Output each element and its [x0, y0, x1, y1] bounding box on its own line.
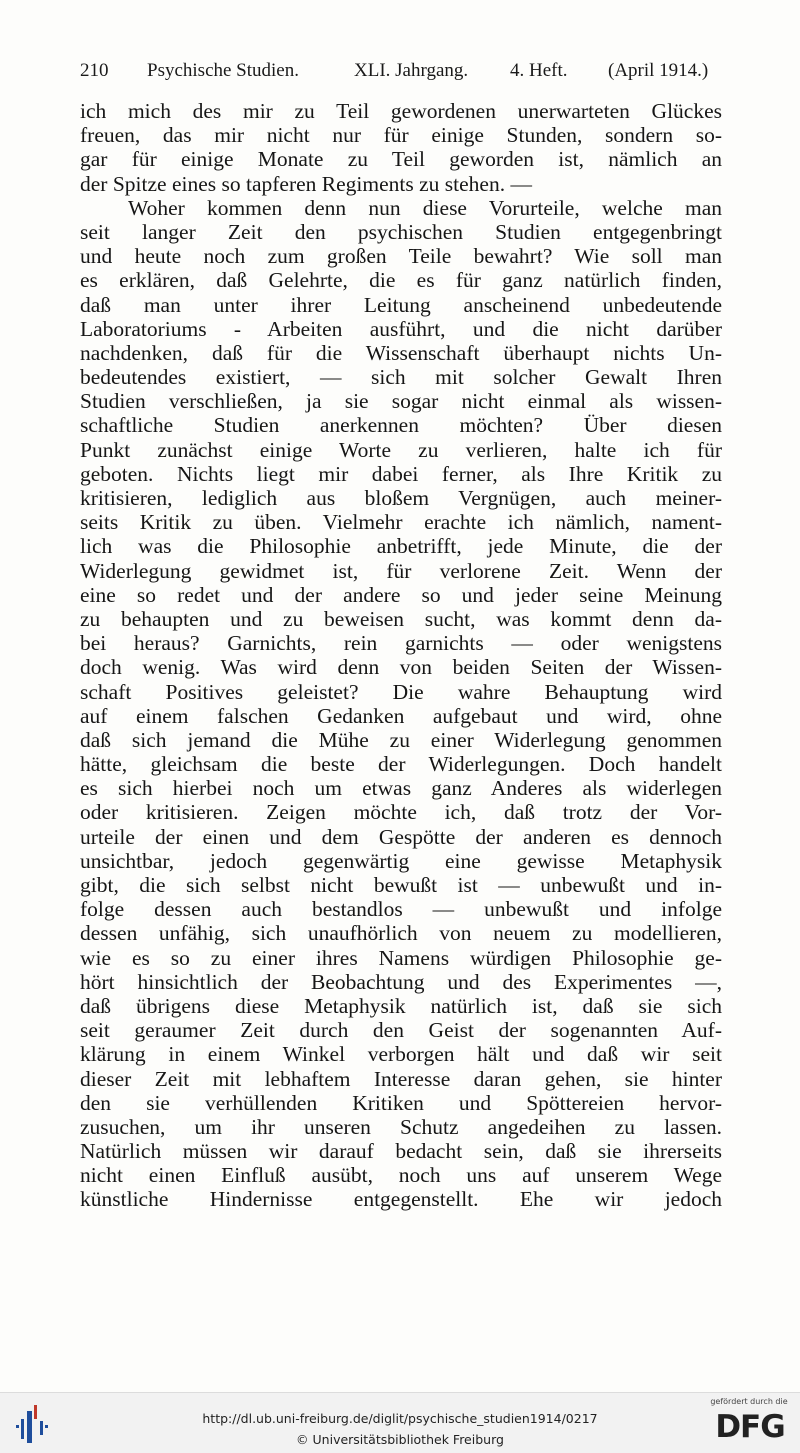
text-line: folge dessen auch bestandlos — unbewußt und infolge [80, 897, 722, 922]
text-line: Punkt zunächst einige Worte zu verlieren, halte ich für [80, 437, 722, 462]
text-line: gar für einige Monate zu Teil geworden ist, nämlich an [80, 147, 722, 172]
text-line: es erklären, daß Gelehrte, die es für ganz natürlich finden, [80, 268, 722, 293]
text-line: und heute noch zum großen Teile bewahrt? Wie soll man [80, 244, 722, 269]
issue-date: (April 1914.) [608, 60, 709, 81]
page-number: 210 [80, 60, 109, 81]
dfg-caption: gefördert durch die [710, 1397, 788, 1406]
text-line: kritisieren, lediglich aus bloßem Vergnügen, auch meiner- [80, 486, 722, 510]
text-line: urteile der einen und dem Gespötte der anderen es dennoch [80, 824, 722, 849]
document-url[interactable]: http://dl.ub.uni-freiburg.de/diglit/psychische_studien1914/0217 [202, 1411, 598, 1426]
text-line: künstliche Hindernisse entgegenstellt. Ehe wir jedoch [80, 1187, 722, 1212]
text-line: seits Kritik zu üben. Vielmehr erachte ich nämlich, nament- [80, 510, 722, 535]
text-line: wie es so zu einer ihres Namens würdigen Philosophie ge- [80, 945, 722, 970]
text-line: lich was die Philosophie anbetrifft, jede Minute, die der [80, 534, 722, 559]
text-line: hätte, gleichsam die beste der Widerlegungen. Doch handelt [80, 752, 722, 777]
text-line: gibt, die sich selbst nicht bewußt ist — unbewußt und in- [80, 873, 722, 897]
text-line: Laboratoriums - Arbeiten ausführt, und die nicht darüber [80, 316, 722, 341]
text-line: der Spitze eines so tapferen Regiments zu stehen. — [80, 171, 532, 196]
text-line: hört hinsichtlich der Beobachtung und des Experimentes —, [80, 969, 722, 994]
text-line: zusuchen, um ihr unseren Schutz angedeihen zu lassen. [80, 1114, 722, 1139]
text-line: es sich hierbei noch um etwas ganz Anderes als widerlegen [80, 776, 722, 801]
text-line: unsichtbar, jedoch gegenwärtig eine gewisse Metaphysik [80, 848, 722, 873]
text-line: auf einem falschen Gedanken aufgebaut und wird, ohne [80, 703, 722, 728]
text-line: daß man unter ihrer Leitung anscheinend unbedeutende [80, 292, 722, 317]
text-line: seit geraumer Zeit durch den Geist der sogenannten Auf- [80, 1018, 722, 1043]
text-line: schaftliche Studien anerkennen möchten? Über diesen [80, 413, 722, 438]
running-header [80, 60, 724, 86]
text-line: schaft Positives geleistet? Die wahre Behauptung wird [80, 679, 722, 704]
dfg-mark: DFG [715, 1409, 785, 1445]
text-line: daß übrigens diese Metaphysik natürlich ist, daß sie sich [80, 993, 722, 1018]
text-line: seit langer Zeit den psychischen Studien entgegenbringt [80, 219, 722, 244]
text-line: Woher kommen denn nun diese Vorurteile, welche man [128, 195, 722, 220]
text-line: Natürlich müssen wir darauf bedacht sein, daß sie ihrerseits [80, 1139, 722, 1164]
text-line: klärung in einem Winkel verborgen hält und daß wir seit [80, 1042, 722, 1067]
body-text [80, 99, 722, 1212]
text-line: nachdenken, daß für die Wissenschaft überhaupt nichts Un- [80, 340, 722, 365]
viewer-footer [0, 1392, 800, 1453]
text-line: nicht einen Einfluß ausübt, noch uns auf unserem Wege [80, 1163, 722, 1188]
text-line: Studien verschließen, ja sie sogar nicht einmal als wissen- [80, 389, 722, 414]
text-line: bedeutendes existiert, — sich mit solcher Gewalt Ihren [80, 365, 722, 390]
text-line: Widerlegung gewidmet ist, für verlorene Zeit. Wenn der [80, 558, 722, 583]
copyright-notice: © Universitätsbibliothek Freiburg [296, 1432, 504, 1447]
journal-title: Psychische Studien. [147, 60, 299, 81]
text-line: dessen unfähig, sich unaufhörlich von neuem zu modellieren, [80, 921, 722, 946]
text-line: freuen, das mir nicht nur für einige Stunden, sondern so- [80, 123, 722, 148]
volume-label: XLI. Jahrgang. [354, 60, 469, 81]
text-line: eine so redet und der andere so und jeder seine Meinung [80, 582, 722, 607]
issue-label: 4. Heft. [510, 60, 568, 81]
text-line: doch wenig. Was wird denn von beiden Seiten der Wissen- [80, 655, 722, 680]
text-line: den sie verhüllenden Kritiken und Spöttereien hervor- [80, 1090, 722, 1115]
text-line: geboten. Nichts liegt mir dabei ferner, als Ihre Kritik zu [80, 461, 722, 486]
text-line: zu behaupten und zu beweisen sucht, was kommt denn da- [80, 606, 722, 631]
text-line: oder kritisieren. Zeigen möchte ich, daß trotz der Vor- [80, 800, 722, 825]
text-line: daß sich jemand die Mühe zu einer Widerlegung genommen [80, 727, 722, 752]
text-line: ich mich des mir zu Teil gewordenen unerwarteten Glückes [80, 99, 722, 123]
dfg-logo-icon [706, 1397, 792, 1449]
text-line: bei heraus? Garnichts, rein garnichts — oder wenigstens [80, 631, 722, 656]
text-line: dieser Zeit mit lebhaftem Interesse daran gehen, sie hinter [80, 1066, 722, 1091]
